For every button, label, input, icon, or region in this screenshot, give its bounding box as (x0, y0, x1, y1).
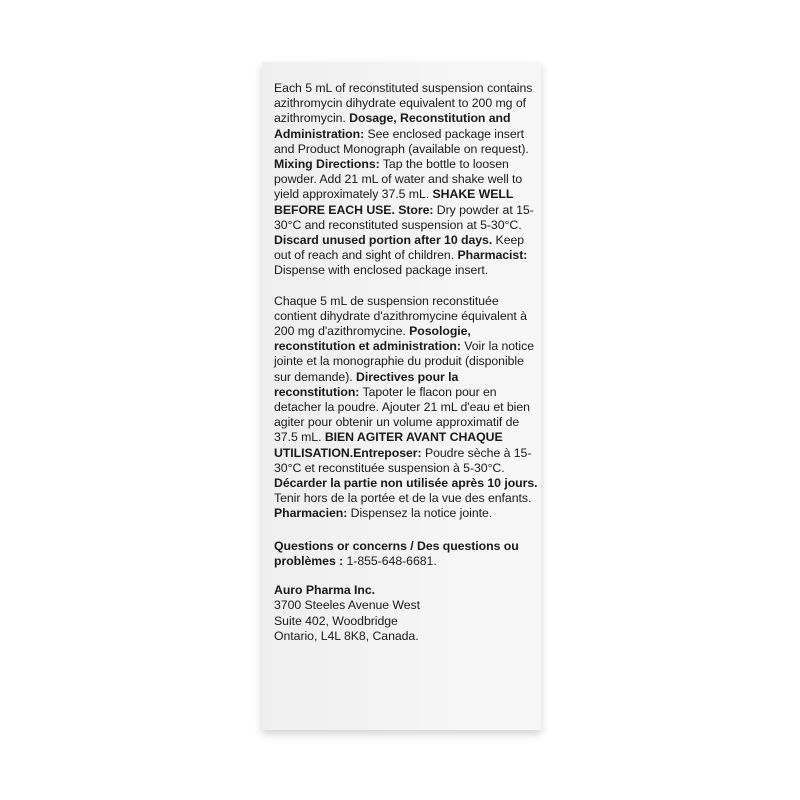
shake-label: SHAKE WELL BEFORE EACH USE. (274, 187, 514, 217)
package-label-panel (262, 62, 541, 730)
pharmacist-text: Dispense with enclosed package insert. (274, 263, 489, 278)
pharmacien-text: Dispensez la notice jointe. (347, 506, 493, 521)
label-text (274, 81, 542, 659)
decarder-label: Décarder la partie non utilisée après 10 jours. (274, 476, 538, 491)
decarder-text: Tenir hors de la portée et de la vue des enfants. (274, 491, 532, 506)
store-label: Store: (394, 202, 434, 217)
address-line-2: Suite 402, Woodbridge (274, 613, 398, 628)
dosage-label: Dosage, Reconstitution and Administration: (274, 111, 511, 141)
contact-section (274, 539, 542, 569)
entreposer-text: Poudre sèche à 15-30°C et reconstituée suspension à 5-30°C. (274, 445, 532, 475)
posologie-text: Voir la notice jointe et la monographie du produit (disponible sur demande). (274, 339, 534, 384)
entreposer-label: Entreposer: (353, 445, 422, 460)
contact-label: Questions or concerns / Des questions ou problèmes : (274, 538, 519, 568)
french-intro: Chaque 5 mL de suspension reconstituée contient dihydrate d'azithromycine équivalent à 200 mg d'azithromycine. (274, 293, 527, 339)
french-section (274, 294, 542, 522)
address-line-3: Ontario, L4L 8K8, Canada. (274, 628, 419, 643)
mixing-text: Tap the bottle to loosen powder. Add 21 mL of water and shake well to yield approximately 37.5 mL. (274, 157, 523, 202)
directives-label: Directives pour la reconstitution: (274, 369, 459, 399)
agiter-label: BIEN AGITER AVANT CHAQUE UTILISATION. (274, 430, 503, 460)
posologie-label: Posologie, reconstitution et administration: (274, 324, 471, 354)
discard-text: Keep out of reach and sight of children. (274, 233, 525, 263)
dosage-text: See enclosed package insert and Product Monograph (available on request). (274, 126, 529, 156)
mixing-label: Mixing Directions: (274, 157, 380, 172)
store-text: Dry powder at 15-30°C and reconstituted suspension at 5-30°C. (274, 202, 534, 232)
discard-label: Discard unused portion after 10 days. (274, 233, 493, 248)
company-name: Auro Pharma Inc. (274, 583, 376, 598)
directives-text: Tapoter le flacon pour en detacher la poudre. Ajouter 21 mL d'eau et bien agiter pour obtenir un volume approximatif de 37.5 mL. (274, 384, 530, 445)
address-line-1: 3700 Steeles Avenue West (274, 598, 421, 613)
pharmacist-label: Pharmacist: (457, 248, 528, 263)
english-intro: Each 5 mL of reconstituted suspension contains azithromycin dihydrate equivalent to 200 mg of azithromycin. (274, 81, 533, 126)
company-section (274, 583, 542, 644)
contact-phone: 1-855-648-6681. (343, 553, 437, 568)
english-section (274, 81, 542, 279)
pharmacien-label: Pharmacien: (274, 506, 348, 521)
